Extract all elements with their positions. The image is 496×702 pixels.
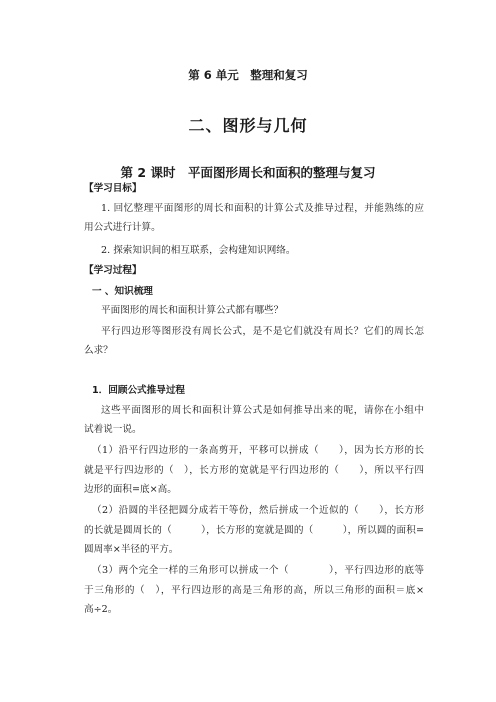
paragraph-3-line-1: （3）两个完全一样的三角形可以拼成一个（ ），平行四边形的底等 [92, 565, 424, 576]
objectives-heading: 【学习目标】 [84, 183, 142, 194]
paragraph-2-line-1: （2）沿圆的半径把圆分成若干等份，然后拼成一个近似的（ ），长方形 [92, 505, 424, 516]
paragraph-2-line-3: 圆周率×半径的平方。 [84, 544, 179, 555]
section-1-heading: 一 、知识梳理 [92, 286, 153, 297]
unit-title: 第 6 单元 整理和复习 [188, 68, 308, 82]
paragraph-1-line-3: 边形的面积=底×高。 [84, 484, 177, 495]
paragraph-1-line-2: 就是平行四边形的（ ），长方形的宽就是平行四边形的（ ），所以平行四 [84, 465, 424, 476]
part-title: 二、图形与几何 [188, 116, 308, 135]
question-1: 平面图形的周长和面积计算公式都有哪些？ [101, 305, 284, 316]
subsection-1-heading: 1．回顾公式推导过程 [92, 385, 186, 396]
paragraph-3-line-2: 于三角形的（ ），平行四边形的高是三角形的高，所以三角形的面积＝底× [84, 585, 424, 596]
question-2-line-2: 么求？ [84, 345, 113, 356]
paragraph-3-line-3: 高÷2。 [84, 604, 118, 615]
lesson-title: 第 2 课时 平面图形周长和面积的整理与复习 [120, 165, 376, 180]
subsection-1-intro-line-1: 这些平面图形的周长和面积计算公式是如何推导出来的呢，请你在小组中 [101, 405, 424, 416]
objective-1-line-1: 1. 回忆整理平面图形的周长和面积的计算公式及推导过程，并能熟练的应 [101, 203, 424, 214]
process-heading: 【学习过程】 [84, 265, 142, 276]
paragraph-2-line-2: 的长就是圆周长的（ ），长方形的宽就是圆的（ ），所以圆的面积= [84, 525, 424, 536]
question-2-line-1: 平行四边形等图形没有周长公式，是不是它们就没有周长？它们的周长怎 [101, 326, 424, 337]
paragraph-1-line-1: （1）沿平行四边形的一条高剪开，平移可以拼成（ ），因为长方形的长 [92, 445, 424, 456]
objective-1-line-2: 用公式进行计算。 [84, 222, 161, 233]
subsection-1-intro-line-2: 试着说一说。 [84, 424, 142, 435]
objective-2: 2. 探索知识间的相互联系，会构建知识网络。 [101, 245, 296, 256]
